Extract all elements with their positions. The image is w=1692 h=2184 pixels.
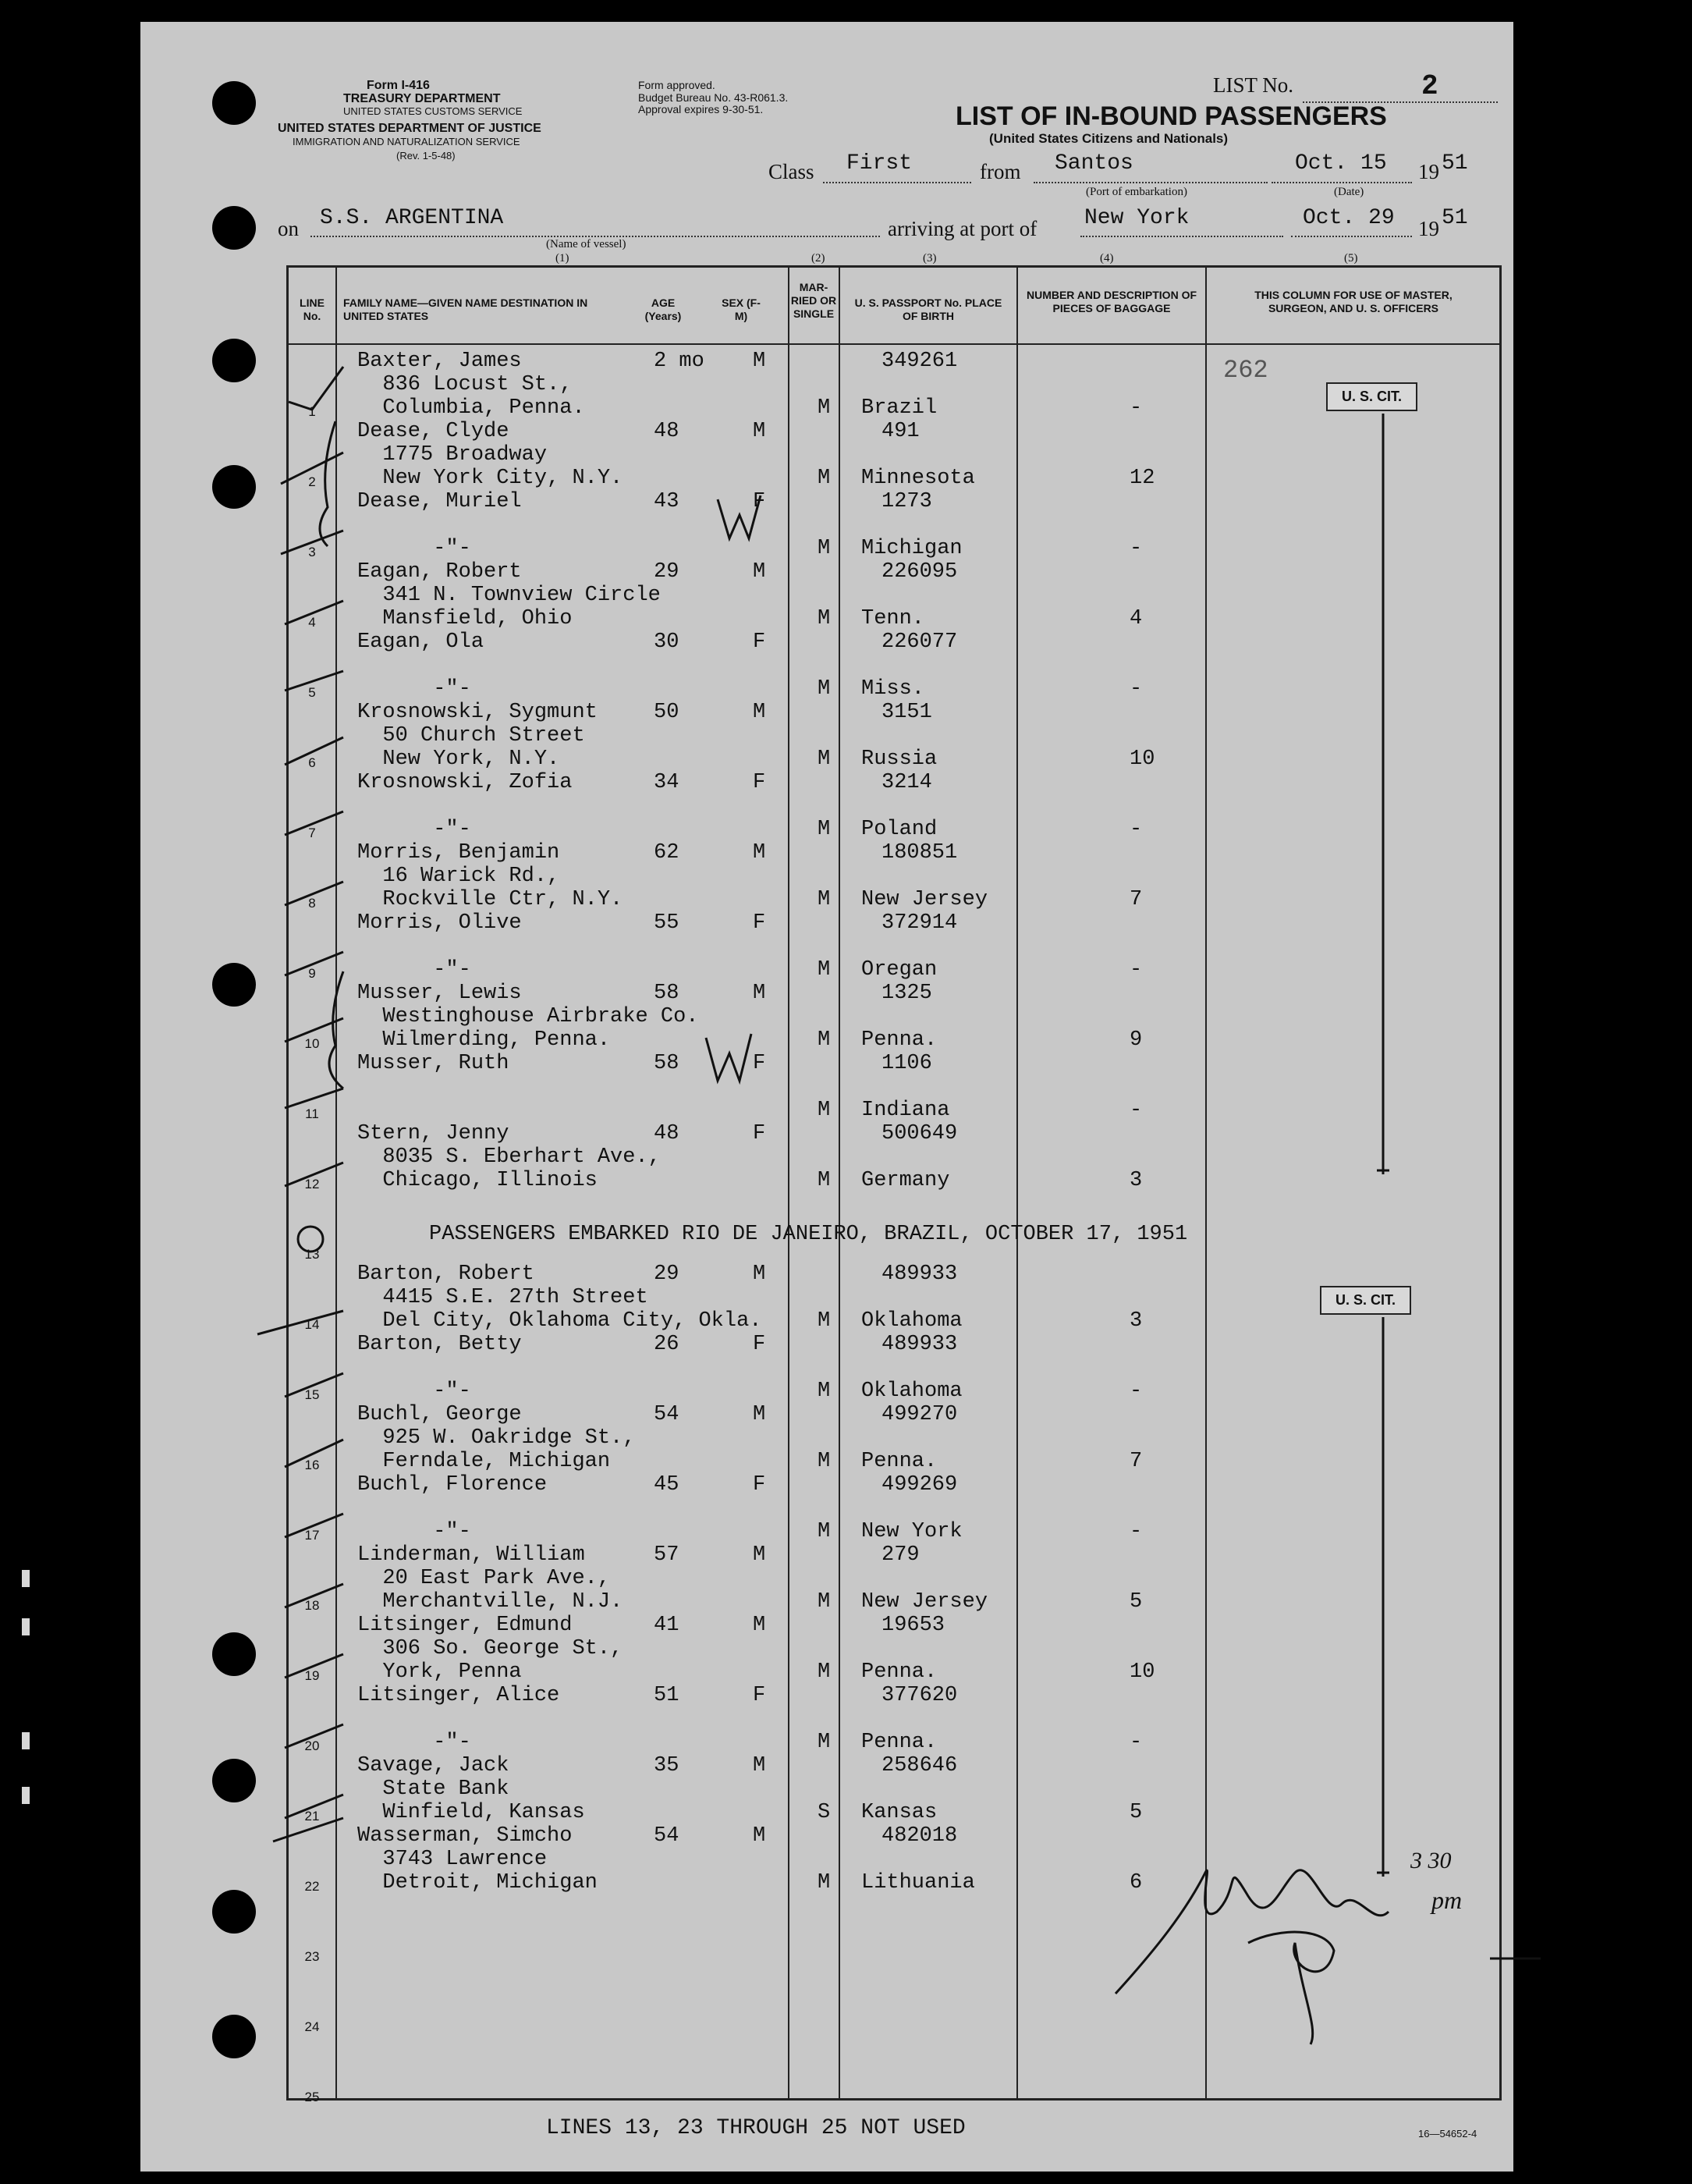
- passenger-age: 2 mo: [654, 350, 704, 373]
- place-of-birth: Indiana: [861, 1099, 950, 1122]
- line-number: 22: [304, 1879, 320, 1894]
- passenger-sex: M: [753, 1262, 766, 1286]
- passenger-name-line: Dease, Clyde: [357, 420, 509, 443]
- col-married: MAR-RIED OR SINGLE: [790, 281, 837, 320]
- place-of-birth: Michigan: [861, 537, 963, 560]
- passport-number: 258646: [881, 1754, 958, 1777]
- passenger-married: M: [818, 1450, 831, 1473]
- passenger-name-line: Wasserman, Simcho: [357, 1824, 573, 1848]
- passenger-name-line: Linderman, William: [357, 1543, 585, 1567]
- passenger-name-line: Winfield, Kansas: [357, 1801, 585, 1824]
- baggage-count: -: [1130, 958, 1143, 982]
- passenger-age: 45: [654, 1473, 679, 1497]
- place-of-birth: Germany: [861, 1169, 950, 1192]
- place-of-birth: Brazil: [861, 396, 938, 420]
- passenger-name-line: -"-: [357, 1520, 471, 1543]
- approval-line-3: Approval expires 9-30-51.: [638, 103, 764, 115]
- col-officers: THIS COLUMN FOR USE OF MASTER, SURGEON, AND U. S. OFFICERS: [1254, 289, 1453, 314]
- passenger-age: 54: [654, 1403, 679, 1426]
- passport-number: 1325: [881, 982, 932, 1005]
- baggage-count: -: [1130, 677, 1143, 701]
- col-num-3: (3): [923, 252, 937, 265]
- passenger-name-line: New York, N.Y.: [357, 748, 560, 771]
- vessel-name: S.S. ARGENTINA: [320, 206, 504, 230]
- on-label: on: [278, 217, 299, 240]
- passenger-sex: M: [753, 560, 766, 584]
- passenger-sex: F: [753, 1122, 766, 1145]
- passport-number: 489933: [881, 1262, 958, 1286]
- passenger-age: 58: [654, 982, 679, 1005]
- passenger-married: M: [818, 1099, 831, 1122]
- line-number: 15: [304, 1387, 320, 1402]
- list-no-value: 2: [1421, 70, 1438, 102]
- line-number: 8: [308, 896, 316, 911]
- passenger-age: 51: [654, 1684, 679, 1707]
- passenger-married: M: [818, 818, 831, 841]
- passenger-sex: F: [753, 771, 766, 794]
- passenger-age: 48: [654, 1122, 679, 1145]
- baggage-count: 7: [1130, 888, 1143, 911]
- class-value: First: [846, 151, 913, 176]
- passenger-name-line: Morris, Benjamin: [357, 841, 560, 865]
- passenger-name-line: 306 So. George St.,: [357, 1637, 623, 1660]
- line-number: 16: [304, 1458, 320, 1472]
- passenger-married: M: [818, 1731, 831, 1754]
- line-number: 7: [308, 826, 316, 840]
- passenger-name-line: New York City, N.Y.: [357, 467, 623, 490]
- baggage-count: 7: [1130, 1450, 1143, 1473]
- passport-number: 349261: [881, 350, 958, 373]
- place-of-birth: Oregan: [861, 958, 938, 982]
- passenger-sex: M: [753, 350, 766, 373]
- passport-number: 499270: [881, 1403, 958, 1426]
- baggage-count: 12: [1130, 467, 1155, 490]
- line-number: 17: [304, 1528, 320, 1543]
- passenger-age: 41: [654, 1614, 679, 1637]
- passenger-age: 34: [654, 771, 679, 794]
- place-of-birth: Tenn.: [861, 607, 925, 630]
- baggage-count: -: [1130, 1520, 1143, 1543]
- arriving-label: arriving at port of: [888, 217, 1038, 240]
- col-num-4: (4): [1100, 252, 1114, 265]
- stamp-number: 262: [1223, 356, 1268, 385]
- line-number: 11: [305, 1106, 319, 1121]
- passenger-name-line: Musser, Lewis: [357, 982, 522, 1005]
- passenger-married: M: [818, 467, 831, 490]
- passport-number: 19653: [881, 1614, 945, 1637]
- from-value: Santos: [1055, 151, 1133, 176]
- passenger-name-line: Columbia, Penna.: [357, 396, 585, 420]
- passenger-name-line: 16 Warick Rd.,: [357, 865, 560, 888]
- passenger-name-line: Wilmerding, Penna.: [357, 1028, 611, 1052]
- passport-number: 226095: [881, 560, 958, 584]
- depart-year: 51: [1442, 151, 1468, 176]
- passenger-sex: M: [753, 420, 766, 443]
- footer-note: LINES 13, 23 THROUGH 25 NOT USED: [546, 2116, 966, 2140]
- passport-number: 226077: [881, 630, 958, 654]
- passenger-name-line: Stern, Jenny: [357, 1122, 509, 1145]
- arrival-date: Oct. 29: [1303, 206, 1395, 230]
- passenger-age: 57: [654, 1543, 679, 1567]
- arrival-port: New York: [1084, 206, 1190, 230]
- passenger-name-line: 50 Church Street: [357, 724, 585, 748]
- passenger-name-line: -"-: [357, 1731, 471, 1754]
- baggage-count: 10: [1130, 748, 1155, 771]
- passenger-name-line: Litsinger, Edmund: [357, 1614, 573, 1637]
- passenger-name-line: Dease, Muriel: [357, 490, 522, 513]
- passenger-sex: F: [753, 490, 766, 513]
- passenger-name-line: 836 Locust St.,: [357, 373, 573, 396]
- passenger-name-line: Baxter, James: [357, 350, 522, 373]
- passenger-age: 30: [654, 630, 679, 654]
- passenger-married: M: [818, 1590, 831, 1614]
- passenger-name-line: Musser, Ruth: [357, 1052, 509, 1075]
- form-number: Form I-416: [367, 79, 430, 92]
- passenger-sex: M: [753, 1824, 766, 1848]
- passport-number: 1106: [881, 1052, 932, 1075]
- col-passport: U. S. PASSPORT No. PLACE OF BIRTH: [854, 297, 1002, 322]
- passenger-name-line: 925 W. Oakridge St.,: [357, 1426, 636, 1450]
- place-of-birth: Kansas: [861, 1801, 938, 1824]
- passenger-name-line: Ferndale, Michigan: [357, 1450, 611, 1473]
- passport-number: 500649: [881, 1122, 958, 1145]
- dept-justice: UNITED STATES DEPARTMENT OF JUSTICE: [278, 122, 541, 135]
- col-num-5: (5): [1344, 252, 1358, 265]
- revision: (Rev. 1-5-48): [396, 150, 456, 162]
- passenger-age: 54: [654, 1824, 679, 1848]
- place-of-birth: Penna.: [861, 1731, 938, 1754]
- line-number: 18: [304, 1598, 320, 1613]
- baggage-count: -: [1130, 1380, 1143, 1403]
- baggage-count: 5: [1130, 1590, 1143, 1614]
- port-embark-caption: (Port of embarkation): [1086, 186, 1187, 198]
- passenger-age: 26: [654, 1333, 679, 1356]
- line-number: 9: [308, 966, 316, 981]
- us-cit-stamp: U. S. CIT.: [1320, 1286, 1411, 1315]
- baggage-count: 9: [1130, 1028, 1143, 1052]
- arrival-year-prefix: 19: [1418, 217, 1439, 240]
- passenger-name-line: Buchl, Florence: [357, 1473, 548, 1497]
- passenger-name-line: Eagan, Ola: [357, 630, 484, 654]
- passenger-married: M: [818, 1660, 831, 1684]
- line-number: 3: [308, 545, 316, 559]
- passport-number: 180851: [881, 841, 958, 865]
- line-number: 4: [308, 615, 316, 630]
- passenger-name-line: Del City, Oklahoma City, Okla.: [357, 1309, 762, 1333]
- passenger-sex: F: [753, 1473, 766, 1497]
- baggage-count: 3: [1130, 1169, 1143, 1192]
- passenger-name-line: 4415 S.E. 27th Street: [357, 1286, 648, 1309]
- passenger-name-line: 8035 S. Eberhart Ave.,: [357, 1145, 661, 1169]
- passenger-name-line: Krosnowski, Sygmunt: [357, 701, 598, 724]
- line-number: 23: [304, 1949, 320, 1964]
- line-number: 12: [304, 1177, 320, 1191]
- passenger-name-line: 341 N. Townview Circle: [357, 584, 661, 607]
- passport-number: 499269: [881, 1473, 958, 1497]
- dept-ins: IMMIGRATION AND NATURALIZATION SERVICE: [293, 136, 520, 147]
- passenger-name-line: Mansfield, Ohio: [357, 607, 573, 630]
- handwritten-time: 3 30: [1410, 1848, 1452, 1873]
- line-number: 6: [308, 755, 316, 770]
- passenger-married: M: [818, 1309, 831, 1333]
- baggage-count: 10: [1130, 1660, 1155, 1684]
- passenger-name-line: -"-: [357, 1380, 471, 1403]
- passenger-married: M: [818, 537, 831, 560]
- baggage-count: 5: [1130, 1801, 1143, 1824]
- passenger-sex: F: [753, 630, 766, 654]
- section-header: PASSENGERS EMBARKED RIO DE JANEIRO, BRAZIL, OCTOBER 17, 1951: [429, 1223, 1188, 1246]
- passenger-married: M: [818, 1169, 831, 1192]
- passenger-age: 50: [654, 701, 679, 724]
- col-name: FAMILY NAME—GIVEN NAME DESTINATION IN UNITED STATES: [343, 297, 588, 322]
- passport-number: 3214: [881, 771, 932, 794]
- passenger-age: 48: [654, 420, 679, 443]
- col-num-1: (1): [555, 252, 569, 265]
- passenger-married: M: [818, 958, 831, 982]
- col-baggage: NUMBER AND DESCRIPTION OF PIECES OF BAGGAGE: [1026, 289, 1197, 314]
- passenger-married: M: [818, 396, 831, 420]
- place-of-birth: Russia: [861, 748, 938, 771]
- passport-number: 3151: [881, 701, 932, 724]
- place-of-birth: Penna.: [861, 1660, 938, 1684]
- passport-number: 491: [881, 420, 920, 443]
- col-sex: SEX (F-M): [722, 297, 761, 322]
- passenger-married: M: [818, 888, 831, 911]
- passenger-sex: F: [753, 911, 766, 935]
- passenger-name-line: -"-: [357, 818, 471, 841]
- baggage-count: -: [1130, 1731, 1143, 1754]
- line-number: 20: [304, 1738, 320, 1753]
- passenger-married: M: [818, 748, 831, 771]
- passport-number: 1273: [881, 490, 932, 513]
- passenger-name-line: 1775 Broadway: [357, 443, 548, 467]
- passenger-name-line: 3743 Lawrence: [357, 1848, 548, 1871]
- passenger-sex: M: [753, 982, 766, 1005]
- dept-customs: UNITED STATES CUSTOMS SERVICE: [343, 105, 523, 117]
- passenger-name-line: Detroit, Michigan: [357, 1871, 598, 1895]
- place-of-birth: Lithuania: [861, 1871, 975, 1895]
- passenger-married: M: [818, 1380, 831, 1403]
- approval-line-2: Budget Bureau No. 43-R061.3.: [638, 91, 789, 104]
- passenger-married: M: [818, 1028, 831, 1052]
- col-line-no: LINE No.: [300, 297, 325, 322]
- passport-number: 372914: [881, 911, 958, 935]
- passenger-age: 58: [654, 1052, 679, 1075]
- baggage-count: 4: [1130, 607, 1143, 630]
- date-caption: (Date): [1334, 186, 1364, 198]
- passport-number: 489933: [881, 1333, 958, 1356]
- passenger-sex: M: [753, 1543, 766, 1567]
- arrival-year: 51: [1442, 206, 1468, 230]
- place-of-birth: Penna.: [861, 1450, 938, 1473]
- passenger-age: 62: [654, 841, 679, 865]
- us-cit-stamp: U. S. CIT.: [1326, 382, 1417, 411]
- passenger-sex: F: [753, 1684, 766, 1707]
- place-of-birth: New Jersey: [861, 1590, 988, 1614]
- passenger-name-line: Westinghouse Airbrake Co.: [357, 1005, 699, 1028]
- place-of-birth: Poland: [861, 818, 938, 841]
- baggage-count: -: [1130, 818, 1143, 841]
- passenger-married: M: [818, 677, 831, 701]
- passenger-name-line: Buchl, George: [357, 1403, 522, 1426]
- passenger-sex: M: [753, 1614, 766, 1637]
- passenger-name-line: -"-: [357, 677, 471, 701]
- passenger-name-line: State Bank: [357, 1777, 509, 1801]
- baggage-count: 3: [1130, 1309, 1143, 1333]
- passenger-name-line: Litsinger, Alice: [357, 1684, 560, 1707]
- passenger-married: M: [818, 607, 831, 630]
- passenger-sex: M: [753, 701, 766, 724]
- passenger-sex: F: [753, 1052, 766, 1075]
- dept-treasury: TREASURY DEPARTMENT: [343, 92, 501, 105]
- passenger-name-line: Eagan, Robert: [357, 560, 522, 584]
- list-no-label: LIST No.: [1213, 73, 1294, 97]
- passenger-name-line: York, Penna: [357, 1660, 522, 1684]
- passenger-name-line: -"-: [357, 537, 471, 560]
- line-number: 1: [308, 404, 316, 419]
- passenger-name-line: Rockville Ctr, N.Y.: [357, 888, 623, 911]
- print-code: 16—54652-4: [1418, 2128, 1477, 2140]
- place-of-birth: New Jersey: [861, 888, 988, 911]
- line-number: 14: [304, 1317, 320, 1332]
- passenger-name-line: Barton, Betty: [357, 1333, 522, 1356]
- line-number: 24: [304, 2019, 320, 2034]
- passenger-sex: F: [753, 1333, 766, 1356]
- line-number: 5: [308, 685, 316, 700]
- passenger-sex: M: [753, 841, 766, 865]
- passenger-age: 35: [654, 1754, 679, 1777]
- class-label: Class: [768, 160, 814, 183]
- line-number: 19: [304, 1668, 320, 1683]
- passenger-name-line: Krosnowski, Zofia: [357, 771, 573, 794]
- baggage-count: -: [1130, 1099, 1143, 1122]
- line-number: 25: [304, 2090, 320, 2104]
- passenger-age: 29: [654, 560, 679, 584]
- passenger-married: M: [818, 1871, 831, 1895]
- line-number: 2: [308, 474, 316, 489]
- passenger-married: S: [818, 1801, 831, 1824]
- passport-number: 377620: [881, 1684, 958, 1707]
- passenger-age: 55: [654, 911, 679, 935]
- passenger-name-line: Chicago, Illinois: [357, 1169, 598, 1192]
- col-age: AGE (Years): [644, 297, 682, 322]
- vessel-caption: (Name of vessel): [546, 238, 626, 250]
- from-label: from: [980, 160, 1021, 183]
- depart-date: Oct. 15: [1295, 151, 1387, 176]
- passenger-name-line: Barton, Robert: [357, 1262, 534, 1286]
- passenger-name-line: Savage, Jack: [357, 1754, 509, 1777]
- passenger-name-line: Morris, Olive: [357, 911, 522, 935]
- baggage-count: -: [1130, 396, 1143, 420]
- passenger-name-line: -"-: [357, 958, 471, 982]
- passenger-age: 43: [654, 490, 679, 513]
- baggage-count: 6: [1130, 1871, 1143, 1895]
- place-of-birth: Penna.: [861, 1028, 938, 1052]
- form-title: LIST OF IN-BOUND PASSENGERS: [956, 101, 1387, 131]
- line-number: 13: [304, 1247, 320, 1262]
- line-number: 21: [304, 1809, 320, 1824]
- passport-number: 279: [881, 1543, 920, 1567]
- passenger-name-line: 20 East Park Ave.,: [357, 1567, 611, 1590]
- place-of-birth: New York: [861, 1520, 963, 1543]
- depart-year-prefix: 19: [1418, 160, 1439, 183]
- handwritten-pm: pm: [1431, 1886, 1463, 1914]
- place-of-birth: Minnesota: [861, 467, 975, 490]
- line-number: 10: [304, 1036, 320, 1051]
- col-num-2: (2): [811, 252, 825, 265]
- place-of-birth: Miss.: [861, 677, 925, 701]
- form-subtitle: (United States Citizens and Nationals): [989, 131, 1229, 146]
- approval-line-1: Form approved.: [638, 79, 715, 91]
- passenger-sex: M: [753, 1754, 766, 1777]
- passenger-married: M: [818, 1520, 831, 1543]
- place-of-birth: Oklahoma: [861, 1309, 963, 1333]
- passenger-sex: M: [753, 1403, 766, 1426]
- baggage-count: -: [1130, 537, 1143, 560]
- place-of-birth: Oklahoma: [861, 1380, 963, 1403]
- passenger-name-line: Merchantville, N.J.: [357, 1590, 623, 1614]
- passenger-age: 29: [654, 1262, 679, 1286]
- passport-number: 482018: [881, 1824, 958, 1848]
